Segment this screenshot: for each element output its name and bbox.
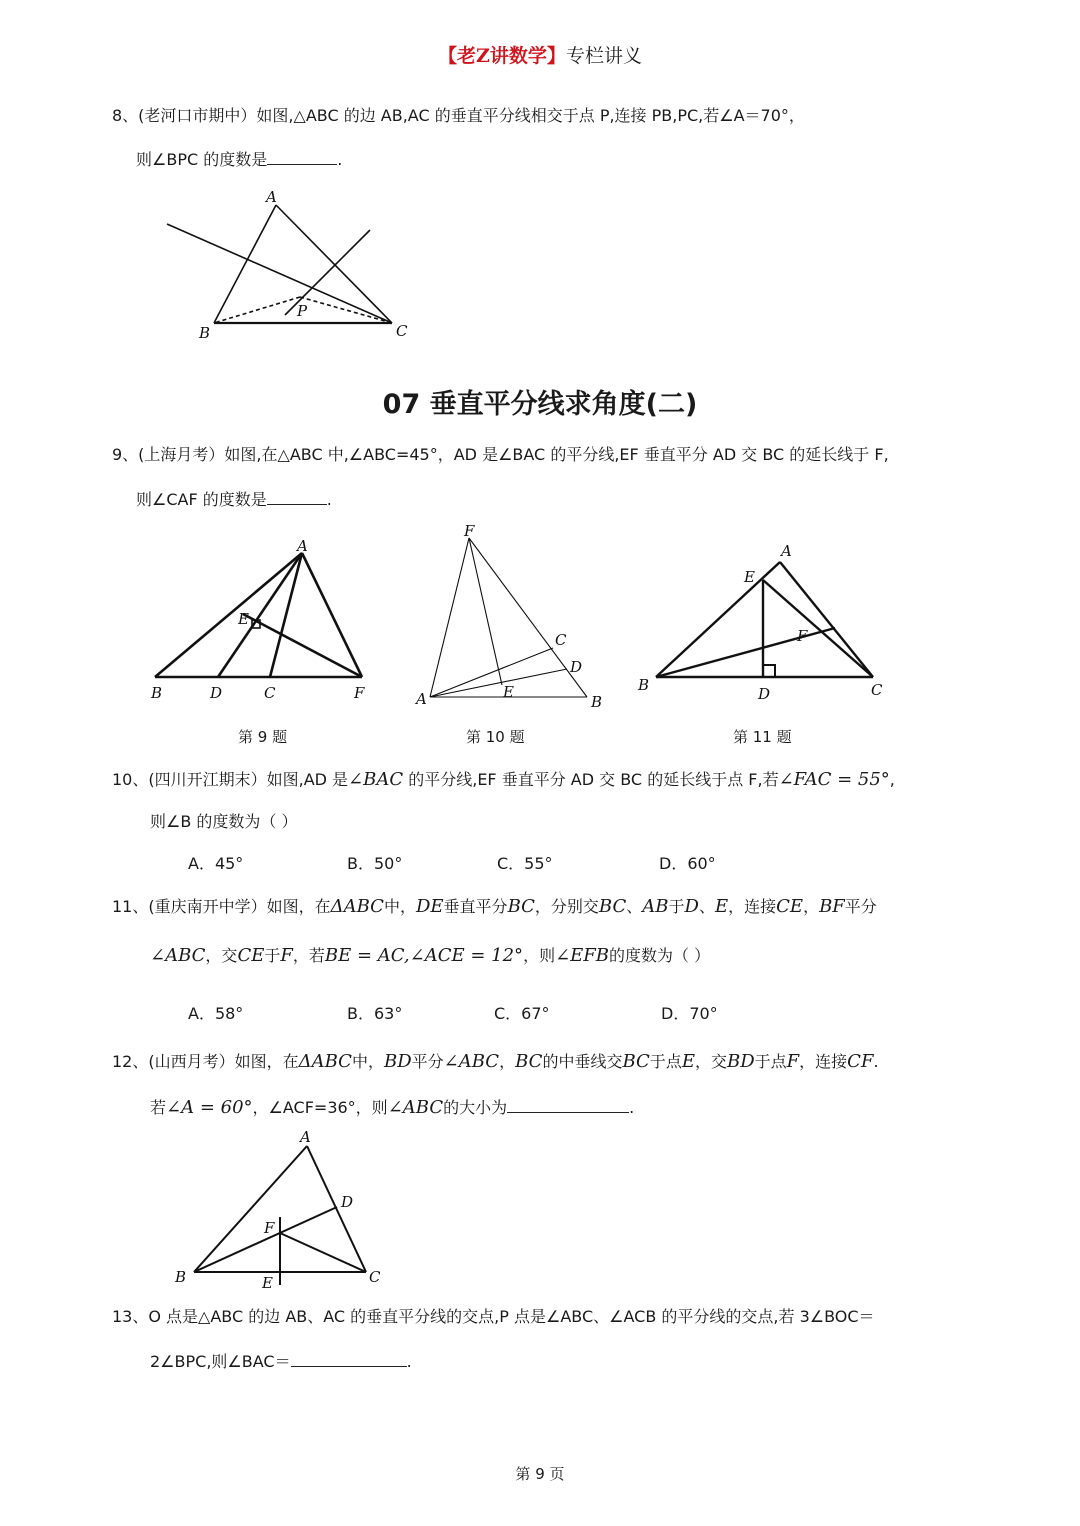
- q11-m5: AB: [642, 896, 669, 917]
- page-number: 9: [535, 1465, 545, 1483]
- q8-label-c: C: [396, 322, 408, 340]
- q11-s8: ，: [803, 897, 820, 916]
- q12-m3: ∠ABC: [443, 1051, 500, 1072]
- q9-line2-text: 则∠CAF 的度数是: [136, 490, 267, 509]
- fig10-label-e: E: [503, 683, 514, 701]
- fig10-label-f: F: [464, 522, 475, 540]
- q11-l2-m5: ∠EFB: [555, 945, 610, 966]
- q11-s0: 11、(重庆南开中学）如图，在: [112, 897, 331, 916]
- q12-seg-fc: [280, 1233, 366, 1272]
- q13-line2-end: .: [406, 1352, 412, 1371]
- fig11-label-a: A: [781, 542, 792, 560]
- q11-option-a[interactable]: A．58°: [188, 1004, 244, 1023]
- q8-line2-text: 则∠BPC 的度数是: [136, 150, 268, 169]
- q11-m3: BC: [507, 896, 535, 917]
- fig9-label-b: B: [151, 684, 163, 702]
- fig11-label-e: E: [744, 568, 755, 586]
- q12-s0: 12、(山西月考）如图，在: [112, 1052, 299, 1071]
- q12-label-c: C: [369, 1268, 381, 1286]
- q10-option-d[interactable]: D．60°: [659, 854, 716, 873]
- fig9-label-c: C: [264, 684, 276, 702]
- q12-l2-end: .: [629, 1098, 635, 1117]
- q11-s5: 于: [668, 897, 685, 916]
- q11-s9: 平分: [844, 897, 877, 916]
- q11-s1: 中，: [383, 897, 416, 916]
- q11-m7: E: [714, 896, 729, 917]
- q13-answer-blank[interactable]: [291, 1350, 407, 1367]
- fig11-caption: 第 11 题: [733, 728, 792, 746]
- fig9-label-d: D: [210, 684, 223, 702]
- q11-l2-m2: CE: [237, 945, 265, 966]
- q9-line1: 9、(上海月考）如图,在△ABC 中,∠ABC=45°，AD 是∠BAC 的平分线,EF 垂直平分 AD 交 BC 的延长线于 F,: [112, 445, 889, 464]
- q8-line2-end: .: [337, 150, 343, 169]
- q11-m4: BC: [598, 896, 627, 917]
- q11-l2-s3: ，若: [292, 946, 325, 965]
- footer-pre: 第: [515, 1465, 531, 1483]
- header-bracket-open: 【: [438, 45, 458, 67]
- fig9-label-f: F: [354, 684, 365, 702]
- q10-option-c[interactable]: C．55°: [497, 854, 553, 873]
- section-title: 07 垂直平分线求角度(二): [382, 389, 698, 420]
- q12-m4: BC: [515, 1051, 543, 1072]
- fig10-label-c: C: [555, 631, 567, 649]
- q11-option-c[interactable]: C．67°: [494, 1004, 550, 1023]
- q12-label-e: E: [262, 1274, 273, 1292]
- q10-math-2: ∠FAC = 55°: [778, 769, 890, 790]
- fig11-label-b: B: [638, 676, 650, 694]
- fig9-label-e: E: [238, 610, 249, 628]
- q10-text-1: 10、(四川开江期末）如图,AD 是: [112, 770, 349, 789]
- q11-m9: BF: [819, 896, 845, 917]
- q11-l2-s4: ，则: [523, 946, 556, 965]
- q8-line1: 8、(老河口市期中）如图,△ABC 的边 AB,AC 的垂直平分线相交于点 P,连接 PB,PC,若∠A＝70°，: [112, 106, 805, 125]
- q12-m2: BD: [383, 1051, 412, 1072]
- header-bracket-close: 】: [546, 45, 566, 67]
- q12-m8: F: [786, 1051, 800, 1072]
- q10-option-b[interactable]: B．50°: [347, 854, 403, 873]
- q12-s1: 中，: [351, 1052, 384, 1071]
- q12-seg-ab: [194, 1146, 307, 1272]
- fig9-label-a: A: [297, 537, 308, 555]
- footer-post: 页: [549, 1465, 565, 1483]
- q12-m7: BD: [726, 1051, 755, 1072]
- q12-label-d: D: [341, 1193, 354, 1211]
- q10-line2: 则∠B 的度数为（ ）: [150, 812, 298, 831]
- q11-l2-m1: ∠ABC: [150, 945, 206, 966]
- q13-line2-text: 2∠BPC,则∠BAC＝: [150, 1352, 291, 1371]
- q12-m6: E: [681, 1051, 695, 1072]
- q11-option-d[interactable]: D．70°: [661, 1004, 718, 1023]
- page-footer: [0, 1464, 1080, 1484]
- fig10-caption: 第 10 题: [466, 728, 525, 746]
- q8-label-b: B: [199, 324, 211, 342]
- q12-seg-ac: [307, 1146, 366, 1272]
- q8-label-p: P: [297, 302, 308, 320]
- q12-s6: ，交: [694, 1052, 727, 1071]
- q11-l2-s2: 于: [264, 946, 281, 965]
- q12-s9: .: [873, 1052, 879, 1071]
- q12-l2-s1: ，∠ACF=36°，则: [252, 1098, 388, 1117]
- q12-m5: BC: [622, 1051, 650, 1072]
- q12-m1: ΔABC: [298, 1051, 352, 1072]
- q11-s2: 垂直平分: [443, 897, 508, 916]
- q12-l2-m2: ∠ABC: [387, 1097, 444, 1118]
- fig10-label-b: B: [591, 693, 603, 711]
- q10-text-2: 的平分线,EF 垂直平分 AD 交 BC 的延长线于点 F,若: [403, 770, 779, 789]
- q8-label-a: A: [266, 188, 277, 206]
- fig10-label-a: A: [416, 690, 427, 708]
- q11-m6: D: [684, 896, 699, 917]
- q11-s7: ，连接: [728, 897, 777, 916]
- q12-l2-s0: 若: [150, 1098, 167, 1117]
- q10-text-3: ,: [889, 770, 895, 789]
- q12-l2-m1: ∠A = 60°: [166, 1097, 253, 1118]
- q11-s6: 、: [698, 897, 715, 916]
- q12-s5: 于点: [649, 1052, 682, 1071]
- q12-label-a: A: [300, 1128, 311, 1146]
- q12-seg-bd: [194, 1207, 337, 1272]
- q11-l2-s1: ，交: [205, 946, 238, 965]
- q13-line2: [150, 1350, 412, 1372]
- q11-m8: CE: [776, 896, 804, 917]
- q12-label-b: B: [175, 1268, 187, 1286]
- fig11-label-d: D: [758, 685, 771, 703]
- q10-option-a[interactable]: A．45°: [188, 854, 244, 873]
- q11-s4: 、: [626, 897, 643, 916]
- q12-l2-s2: 的大小为: [443, 1098, 508, 1117]
- fig9-caption: 第 9 题: [238, 728, 288, 746]
- q12-s3: ，: [499, 1052, 516, 1071]
- fig11-label-c: C: [871, 681, 883, 699]
- q12-s8: ，连接: [799, 1052, 848, 1071]
- q12-label-f: F: [264, 1219, 275, 1237]
- q11-l2-m4: BE = AC,∠ACE = 12°: [324, 945, 524, 966]
- q10-math-1: ∠BAC: [348, 769, 404, 790]
- q11-option-b[interactable]: B．63°: [347, 1004, 403, 1023]
- q11-m2: DE: [415, 896, 444, 917]
- header-suffix: 专栏讲义: [565, 45, 642, 67]
- header-brand: 老Z讲数学: [457, 45, 547, 67]
- q11-m1: ΔABC: [330, 896, 384, 917]
- q12-m9: CF: [847, 1051, 874, 1072]
- q12-s7: 于点: [754, 1052, 787, 1071]
- q11-l2-s5: 的度数为（ ）: [609, 946, 711, 965]
- q13-line1: 13、O 点是△ABC 的边 AB、AC 的垂直平分线的交点,P 点是∠ABC、∠ACB 的平分线的交点,若 3∠BOC＝: [112, 1307, 875, 1326]
- q11-s3: ，分别交: [534, 897, 599, 916]
- fig10-label-d: D: [570, 658, 583, 676]
- fig11-label-f: F: [797, 627, 808, 645]
- q11-l2-m3: F: [280, 945, 293, 966]
- q12-s4: 的中垂线交: [542, 1052, 623, 1071]
- q9-line2-end: .: [326, 490, 332, 509]
- q12-s2: 平分: [411, 1052, 444, 1071]
